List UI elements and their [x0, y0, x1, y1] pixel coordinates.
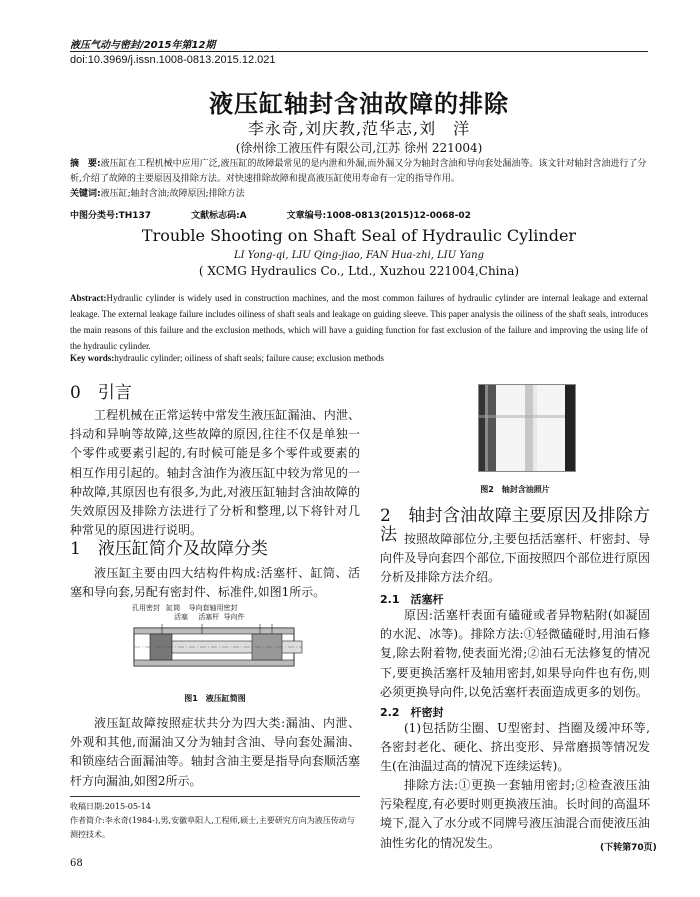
section2-1-heading: 2.1 活塞杆: [380, 593, 444, 606]
section0-body: 工程机械在正常运转中常发生液压缸漏油、内泄、抖动和异响等故障,这些故障的原因,往往不仅是单独一个零件或要素引起的,有时候可能是多个零件或要素的相互作用引起的。轴封含油作为液压缸中较为常见的一种故障,其原因也有很多,为此,对液压缸轴封含油故障的失效原因及排除方法进行了分析和整理,以下将针对几种常见的原因进行说明。: [70, 408, 360, 538]
fig1-label-guide: 导向件: [223, 613, 245, 621]
fig1-label-piston: 活塞: [174, 613, 188, 621]
author-bio: 作者简介:李永奇(1984-),男,安徽阜阳人,工程师,硕士,主要研究方向为液压传动与测控技术。: [70, 816, 355, 839]
cylinder-diagram: [132, 624, 304, 674]
journal-header: 液压气动与密封/2015年第12期: [70, 40, 216, 51]
keywords-en-text: hydraulic cylinder; oiliness of shaft seals; failure cause; exclusion methods: [114, 353, 384, 363]
fig1-label-rod: 活塞杆: [198, 613, 220, 621]
section0-heading: 0 引言: [70, 383, 132, 403]
keywords-cn-text: 液压缸;轴封含油;故障原因;排除方法: [100, 189, 245, 199]
section1-body2: 液压缸故障按照症状共分为四大类:漏油、内泄、外观和其他,而漏油又分为轴封含油、导向套处漏油、和锁座结合面漏油等。轴封含油主要是指导向套顺活塞杆方向漏油,如图2所示。: [70, 716, 360, 788]
authors-en: LI Yong-qi, LIU Qing-jiao, FAN Hua-zhi, LIU Yang: [234, 250, 484, 261]
keywords-en-label: Key words:: [70, 353, 115, 363]
page-number: 68: [70, 858, 83, 869]
abstract-en-text: Hydraulic cylinder is widely used in construction machines, and the most common failures of hydraulic cylinder are internal leakage and external leakage. The external leakage failure includes oiliness of shaft seals and leakage on guiding sleeve. This paper analysis the oiliness of the shaft seals, introduces the main reasons of this failure and the exclusion methods, which will have a guiding function for fast exclusion of the failure and improving the using life of the hydraulic cylinder.: [70, 293, 648, 351]
section2-2-body2: 排除方法:①更换一套轴用密封;②检查液压油污染程度,有必要时则更换液压油。长时间的高温环境下,混入了水分或不同牌号液压油混合而使液压油油性劣化的情况发生。: [380, 778, 650, 850]
article-number: 文章编号:1008-0813(2015)12-0068-02: [286, 211, 471, 221]
continued-note: (下转第70页): [600, 843, 657, 853]
doi[interactable]: doi:10.3969/j.issn.1008-0813.2015.12.021: [70, 54, 276, 66]
footnote: [70, 800, 360, 842]
classification-line: [70, 208, 648, 221]
figure1-caption: 图1 液压缸简图: [184, 694, 246, 703]
figure2-caption: 图2 轴封含油照片: [480, 485, 550, 494]
header-rule: [70, 51, 648, 52]
figure1: [132, 604, 304, 674]
section2-1-body: 原因:活塞杆表面有磕碰或者异物粘附(如凝固的水泥、冰等)。排除方法:①轻微磕碰时,用油石修复,除去附着物,使表面光滑;②油石无法修复的情况下,要更换活塞杆及轴用密封,如果导向件也有伤,则必须更换导向件,以免活塞杆表面造成更多的划伤。: [380, 608, 650, 699]
abstract-cn: [70, 157, 648, 202]
abstract-en-label: Abstract:: [70, 293, 107, 303]
shaft-photo: [479, 385, 575, 471]
keywords-en: [70, 353, 648, 363]
abstract-cn-label: 摘 要:: [70, 159, 101, 169]
doc-code: 文献标志码:A: [191, 211, 247, 221]
section1-heading: 1 液压缸简介及故障分类: [70, 539, 268, 559]
section1-body1: 液压缸主要由四大结构件构成:活塞杆、缸筒、活塞和导向套,另配有密封件、标准件,如图1所示。: [70, 566, 360, 600]
fig1-label-hole-seal: 孔用密封: [132, 604, 160, 612]
abstract-cn-text: 液压缸在工程机械中应用广泛,液压缸的故障最常见的是内泄和外漏,而外漏又分为轴封含油和导向套处漏油等。该文针对轴封含油进行了分析,介绍了故障的主要原因及排除方法。对快速排除故障和提高液压缸使用寿命有一定的指导作用。: [70, 159, 647, 184]
figure2-photo: [478, 384, 576, 472]
affiliation-en: ( XCMG Hydraulics Co., Ltd., Xuzhou 221004,China): [198, 264, 520, 278]
section2-heading: 2 轴封含油故障主要原因及排除方法: [380, 506, 650, 546]
keywords-cn-label: 关键词:: [70, 189, 101, 199]
affiliation-cn: (徐州徐工液压件有限公司,江苏 徐州 221004): [235, 141, 483, 155]
clc-number: 中图分类号:TH137: [70, 211, 152, 221]
fig1-label-guide-seal: 导向套轴用密封: [188, 604, 238, 612]
authors-cn: 李永奇,刘庆教,范华志,刘 洋: [247, 119, 471, 138]
section2-intro: 按照故障部位分,主要包括活塞杆、杆密封、导向件及导向套四个部位,下面按照四个部位进行原因分析及排除方法介绍。: [380, 532, 650, 585]
fig1-label-barrel: 缸筒: [166, 604, 181, 612]
footnote-rule: [70, 796, 360, 797]
paper-title-cn: 液压缸轴封含油故障的排除: [209, 90, 509, 118]
received-date: 收稿日期:2015-05-14: [70, 802, 151, 811]
section2-2-body1: (1)包括防尘圈、U型密封、挡圈及缓冲环等,各密封老化、硬化、挤出变形、异常磨损等情况发生(在油温过高的情况下连续运转)。: [380, 721, 650, 774]
paper-title-en: Trouble Shooting on Shaft Seal of Hydraulic Cylinder: [141, 226, 577, 245]
abstract-en: [70, 290, 648, 354]
section2-2-heading: 2.2 杆密封: [380, 706, 444, 719]
